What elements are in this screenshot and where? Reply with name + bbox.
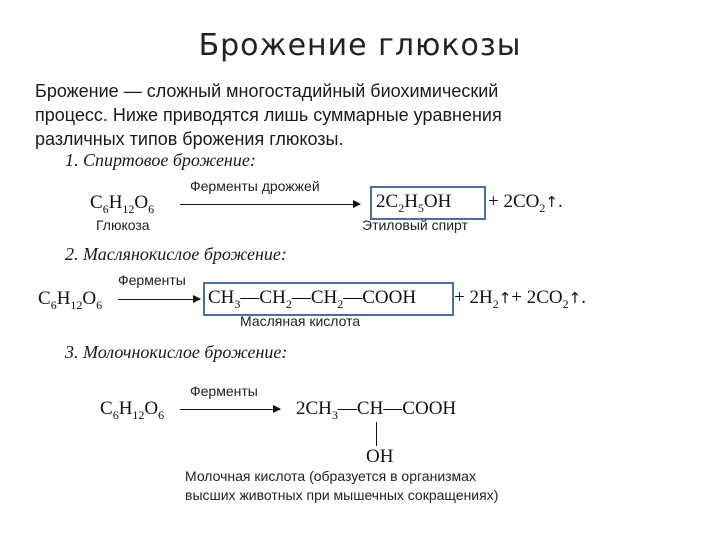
product-name-ethanol: Этиловый спирт [362, 217, 468, 233]
reactant-glucose-2: $C_6H_{12}O_6$ [38, 288, 103, 312]
catalyst-enzymes-3: Ферменты [190, 383, 258, 399]
reactant-formula: $C_6H_{12}O_6$ [90, 192, 155, 216]
substituent-oh: OH [366, 446, 394, 467]
intro-line-1: Брожение — сложный многостадийный биохимический [35, 81, 499, 101]
section-heading-lactic: 3. Молочнокислое брожение: [65, 342, 288, 362]
catalyst-yeast-enzymes: Ферменты дрожжей [190, 178, 320, 194]
product-name-lactic-acid: Молочная кислота (образуется в организмах [185, 468, 476, 484]
bond-line-oh [376, 422, 377, 446]
reactant-glucose-1 [90, 192, 154, 217]
slide-title: Брожение глюкозы [198, 28, 522, 63]
product-ethanol: $2C_2H_5OH$ [376, 191, 452, 215]
product-name-butyric-acid: Масляная кислота [240, 313, 361, 329]
product-lactic-acid: $2CH_3—CH—COOH$ [296, 398, 457, 422]
product-butyric-acid: $CH_3—CH_2—CH_2—COOH$ [208, 287, 417, 311]
byproduct-co2-1: + $2CO_2↑$. [488, 191, 563, 215]
reaction-arrow-3 [180, 409, 280, 410]
reactant-glucose-3: $C_6H_{12}O_6$ [100, 398, 165, 422]
section-heading-alcoholic: 1. Спиртовое брожение: [65, 150, 256, 170]
section-heading-butyric: 2. Маслянокислое брожение: [65, 244, 287, 264]
product-name-lactic-acid-note: высших животных при мышечных сокращениях) [185, 487, 499, 503]
intro-line-2: процесс. Ниже приводятся лишь суммарные уравнения [35, 105, 502, 125]
catalyst-enzymes-2: Ферменты [118, 272, 186, 288]
reactant-name-glucose: Глюкоза [96, 217, 150, 233]
reaction-arrow-1 [180, 204, 360, 205]
reaction-arrow-2 [118, 299, 200, 300]
intro-line-3: различных типов брожения глюкозы. [35, 129, 344, 149]
byproduct-h2-co2: + $2H_2↑+$ $2CO_2↑$. [454, 287, 586, 311]
